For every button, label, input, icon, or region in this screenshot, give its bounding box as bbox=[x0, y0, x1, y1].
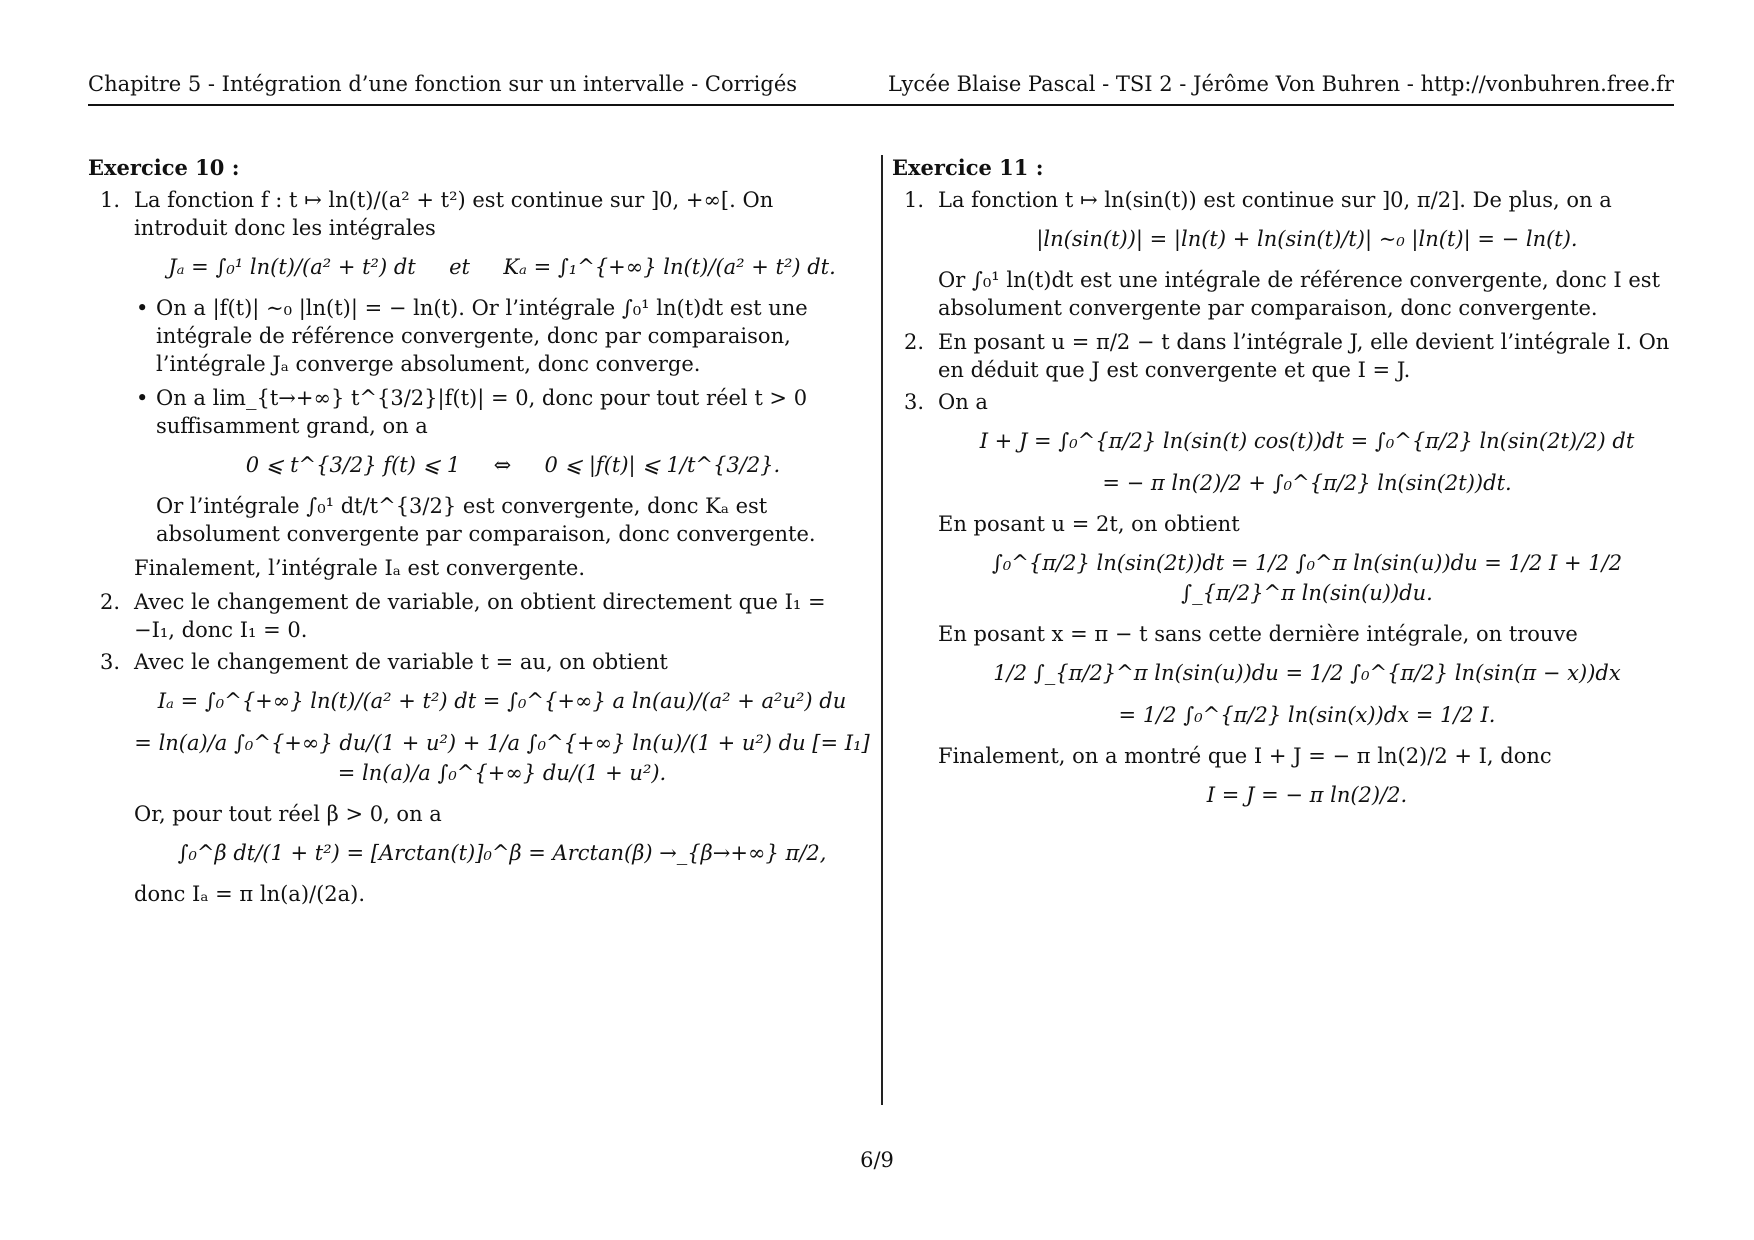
item-result: donc Iₐ = π ln(a)/(2a). bbox=[134, 882, 366, 906]
bullet-text: On a lim_{t→+∞} t^{3/2}|f(t)| = 0, donc pour tout réel t > 0 suffisamment grand, on a bbox=[156, 386, 808, 438]
exercise-11-item-2 bbox=[892, 328, 1676, 384]
item-text-x: En posant x = π − t sans cette dernière intégrale, on trouve bbox=[938, 622, 1578, 646]
bullet-ka bbox=[134, 384, 870, 548]
item-number: 3. bbox=[904, 390, 925, 414]
equation-ln-sin: |ln(sin(t))| = |ln(t) + ln(sin(t)/t)| ∼₀ |ln(t)| = − ln(t). bbox=[1036, 227, 1578, 251]
item-text-u: En posant u = 2t, on obtient bbox=[938, 512, 1240, 536]
exercise-10-column bbox=[88, 155, 877, 914]
equation-ia-2: = ln(a)/a ∫₀^{+∞} du/(1 + u²) + 1/a ∫₀^{+∞} ln(u)/(1 + u²) du [= I₁] = ln(a)/a ∫₀^{+∞} du/(1 + u²). bbox=[134, 731, 877, 785]
equation-pi-minus-x-2: = 1/2 ∫₀^{π/2} ln(sin(x))dx = 1/2 I. bbox=[1118, 703, 1496, 727]
item-text: La fonction t ↦ ln(sin(t)) est continue sur ]0, π/2]. De plus, on a bbox=[938, 188, 1612, 212]
item-final: Finalement, l’intégrale Iₐ est convergente. bbox=[134, 556, 586, 580]
bullet-ja bbox=[134, 294, 870, 378]
bullet-conclusion: Or l’intégrale ∫₀¹ dt/t^{3/2} est convergente, donc Kₐ est absolument convergente par comparaison, donc convergente. bbox=[156, 494, 816, 546]
exercise-11-column bbox=[892, 155, 1676, 822]
exercise-10-item-1 bbox=[88, 186, 870, 582]
page-header bbox=[88, 72, 1674, 106]
item-conclusion: Or ∫₀¹ ln(t)dt est une intégrale de référence convergente, donc I est absolument convergente par comparaison, donc convergente. bbox=[938, 268, 1661, 320]
exercise-11-title: Exercice 11 : bbox=[892, 155, 1044, 180]
item-text: Avec le changement de variable t = au, on obtient bbox=[134, 650, 668, 674]
equation-i-plus-j-2: = − π ln(2)/2 + ∫₀^{π/2} ln(sin(2t))dt. bbox=[1102, 471, 1512, 495]
bullet-dot: • bbox=[136, 386, 149, 410]
item-text: En posant u = π/2 − t dans l’intégrale J, elle devient l’intégrale I. On en déduit que J est convergente et que I = J. bbox=[938, 330, 1670, 382]
column-divider bbox=[881, 155, 883, 1105]
bullet-text: On a |f(t)| ∼₀ |ln(t)| = − ln(t). Or l’intégrale ∫₀¹ ln(t)dt est une intégrale de référence convergente, donc par comparaison, l’intégrale Jₐ converge absolument, donc converge. bbox=[156, 296, 808, 376]
item-text: La fonction f : t ↦ ln(t)/(a² + t²) est continue sur ]0, +∞[. On introduit donc les intégrales bbox=[134, 188, 774, 240]
page-number: 6/9 bbox=[860, 1148, 894, 1172]
item-text-or: Or, pour tout réel β > 0, on a bbox=[134, 802, 442, 826]
exercise-10-item-2 bbox=[88, 588, 870, 644]
item-text-final: Finalement, on a montré que I + J = − π ln(2)/2 + I, donc bbox=[938, 744, 1552, 768]
header-chapter-title: Chapitre 5 - Intégration d’une fonction sur un intervalle - Corrigés bbox=[88, 72, 798, 96]
equation-sin-2t: ∫₀^{π/2} ln(sin(2t))dt = 1/2 ∫₀^π ln(sin(u))du = 1/2 I + 1/2 ∫_{π/2}^π ln(sin(u))du. bbox=[991, 551, 1629, 605]
item-number: 1. bbox=[100, 188, 121, 212]
exercise-11-item-3 bbox=[892, 388, 1676, 810]
equation-bound: 0 ⩽ t^{3/2} f(t) ⩽ 1 ⇔ 0 ⩽ |f(t)| ⩽ 1/t^{3/2}. bbox=[245, 453, 781, 477]
bullet-dot: • bbox=[136, 296, 149, 320]
item-number: 3. bbox=[100, 650, 121, 674]
exercise-10-item-3 bbox=[88, 648, 877, 908]
item-text: Avec le changement de variable, on obtient directement que I₁ = −I₁, donc I₁ = 0. bbox=[134, 590, 826, 642]
equation-j-k: Jₐ = ∫₀¹ ln(t)/(a² + t²) dt et Kₐ = ∫₁^{+∞} ln(t)/(a² + t²) dt. bbox=[168, 255, 836, 279]
exercise-10-title: Exercice 10 : bbox=[88, 155, 240, 180]
equation-pi-minus-x-1: 1/2 ∫_{π/2}^π ln(sin(u))du = 1/2 ∫₀^{π/2} ln(sin(π − x))dx bbox=[993, 661, 1621, 685]
header-school-info: Lycée Blaise Pascal - TSI 2 - Jérôme Von Buhren - http://vonbuhren.free.fr bbox=[887, 72, 1674, 96]
item-number: 1. bbox=[904, 188, 925, 212]
equation-final-result: I = J = − π ln(2)/2. bbox=[1206, 783, 1408, 807]
equation-ia-1: Iₐ = ∫₀^{+∞} ln(t)/(a² + t²) dt = ∫₀^{+∞} a ln(au)/(a² + a²u²) du bbox=[157, 689, 847, 713]
exercise-11-item-1 bbox=[892, 186, 1676, 322]
equation-arctan: ∫₀^β dt/(1 + t²) = [Arctan(t)]₀^β = Arctan(β) →_{β→+∞} π/2, bbox=[177, 841, 827, 865]
item-text: On a bbox=[938, 390, 988, 414]
item-number: 2. bbox=[100, 590, 121, 614]
equation-i-plus-j-1: I + J = ∫₀^{π/2} ln(sin(t) cos(t))dt = ∫₀^{π/2} ln(sin(2t)/2) dt bbox=[979, 429, 1635, 453]
item-number: 2. bbox=[904, 330, 925, 354]
